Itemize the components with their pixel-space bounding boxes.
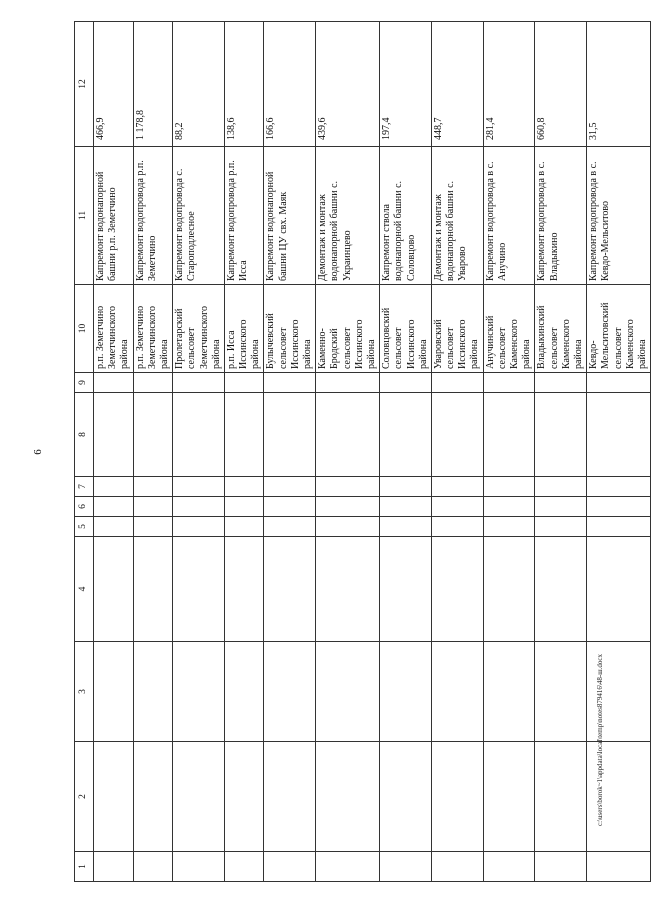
table-cell bbox=[94, 517, 134, 537]
table-cell bbox=[94, 852, 134, 882]
table-cell bbox=[133, 497, 173, 517]
table-cell: 31,5 bbox=[587, 22, 651, 147]
table-cell: Пролетарский сельсовет Земетчинского района bbox=[173, 285, 225, 373]
table-cell: Демонтаж и монтаж водонапорной башни с. Украинцево bbox=[316, 147, 380, 285]
table-cell: Капремонт водопровода в с. Анучино bbox=[483, 147, 535, 285]
table-cell bbox=[380, 393, 432, 477]
table-row bbox=[173, 22, 225, 882]
table-cell bbox=[133, 537, 173, 642]
table-cell bbox=[133, 742, 173, 852]
table-cell: 281,4 bbox=[483, 22, 535, 147]
table-cell: Каменно-Бродский сельсовет Иссинского района bbox=[316, 285, 380, 373]
table-cell: р.п. Земетчино Земетчинского района bbox=[94, 285, 134, 373]
table-cell bbox=[133, 517, 173, 537]
page-number: 6 bbox=[32, 449, 44, 455]
table-cell bbox=[431, 373, 483, 393]
table-cell bbox=[224, 517, 264, 537]
table-cell bbox=[483, 742, 535, 852]
table-cell bbox=[380, 517, 432, 537]
table-cell bbox=[587, 852, 651, 882]
table-cell bbox=[224, 497, 264, 517]
table-cell bbox=[264, 537, 316, 642]
table-cell bbox=[535, 497, 587, 517]
table-cell bbox=[483, 642, 535, 742]
table-cell bbox=[431, 517, 483, 537]
table-cell bbox=[316, 393, 380, 477]
column-header: 11 bbox=[75, 147, 94, 285]
table-cell bbox=[94, 497, 134, 517]
table-cell bbox=[380, 477, 432, 497]
table-cell bbox=[431, 537, 483, 642]
table-row bbox=[133, 22, 173, 882]
table-cell bbox=[133, 852, 173, 882]
table-cell bbox=[316, 373, 380, 393]
table-cell: Капремонт ствола водонапорной башни с. Соловцово bbox=[380, 147, 432, 285]
table-cell bbox=[264, 393, 316, 477]
table-cell bbox=[535, 742, 587, 852]
table-cell: 1 178,8 bbox=[133, 22, 173, 147]
table-cell bbox=[483, 393, 535, 477]
table-cell: Капремонт водопровода с. Староподлесное bbox=[173, 147, 225, 285]
table-cell bbox=[483, 497, 535, 517]
column-header: 9 bbox=[75, 373, 94, 393]
table-cell: Капремонт водопровода в с. Владыкино bbox=[535, 147, 587, 285]
table-cell bbox=[94, 393, 134, 477]
table-cell: Демонтаж и монтаж водонапорной башни с. Уварово bbox=[431, 147, 483, 285]
file-path-footer: c:\users\borok~1\appdata\local\temp\notes879416\48-ш.docx bbox=[596, 654, 604, 826]
table-cell bbox=[483, 852, 535, 882]
table-cell bbox=[431, 642, 483, 742]
table-cell: 197,4 bbox=[380, 22, 432, 147]
table-cell bbox=[587, 517, 651, 537]
table-cell: 88,2 bbox=[173, 22, 225, 147]
table-cell bbox=[316, 642, 380, 742]
table-cell bbox=[587, 537, 651, 642]
table-cell bbox=[224, 477, 264, 497]
table-cell bbox=[316, 517, 380, 537]
table-cell bbox=[535, 537, 587, 642]
table-cell: 660,8 bbox=[535, 22, 587, 147]
table-cell bbox=[173, 642, 225, 742]
table-cell bbox=[316, 537, 380, 642]
table-cell: Булычевский сельсовет Иссинского района bbox=[264, 285, 316, 373]
table-cell bbox=[224, 537, 264, 642]
column-header: 1 bbox=[75, 852, 94, 882]
column-header: 5 bbox=[75, 517, 94, 537]
table-cell bbox=[535, 517, 587, 537]
table-cell bbox=[535, 477, 587, 497]
table-cell bbox=[224, 373, 264, 393]
table-cell: Соловцовский сельсовет Иссинского района bbox=[380, 285, 432, 373]
table-row bbox=[535, 22, 587, 882]
table-cell bbox=[94, 742, 134, 852]
column-header: 10 bbox=[75, 285, 94, 373]
table-cell bbox=[173, 373, 225, 393]
table-cell bbox=[483, 373, 535, 393]
table-cell bbox=[535, 373, 587, 393]
table-cell bbox=[483, 477, 535, 497]
table-cell bbox=[173, 852, 225, 882]
table-cell bbox=[316, 852, 380, 882]
table-cell bbox=[380, 642, 432, 742]
table-cell: Владыкинский сельсовет Каменского района bbox=[535, 285, 587, 373]
table-cell bbox=[94, 537, 134, 642]
table-cell: р.п. Исса Иссинского района bbox=[224, 285, 264, 373]
table-cell: Капремонт водопровода в с. Кевдо-Мельситово bbox=[587, 147, 651, 285]
column-header: 12 bbox=[75, 22, 94, 147]
table-cell: 138,6 bbox=[224, 22, 264, 147]
table-cell bbox=[535, 852, 587, 882]
table-cell: Кевдо-Мельситовский сельсовет Каменского района bbox=[587, 285, 651, 373]
table-cell bbox=[173, 517, 225, 537]
table-cell bbox=[94, 642, 134, 742]
table-cell bbox=[224, 852, 264, 882]
table-cell bbox=[535, 642, 587, 742]
data-table bbox=[74, 21, 651, 882]
table-cell bbox=[316, 497, 380, 517]
table-cell bbox=[264, 517, 316, 537]
table-cell bbox=[133, 477, 173, 497]
table-cell: 448,7 bbox=[431, 22, 483, 147]
table-cell bbox=[483, 537, 535, 642]
table-row bbox=[431, 22, 483, 882]
table-cell bbox=[264, 742, 316, 852]
table-cell: Капремонт водонапорной башни р.п. Земетчино bbox=[94, 147, 134, 285]
table-row bbox=[224, 22, 264, 882]
table-cell bbox=[380, 497, 432, 517]
table-row bbox=[316, 22, 380, 882]
table-cell: 466,9 bbox=[94, 22, 134, 147]
table-cell bbox=[264, 477, 316, 497]
table-cell: 439,6 bbox=[316, 22, 380, 147]
table-cell bbox=[173, 393, 225, 477]
table-cell: Капремонт водопровода р.п. Исса bbox=[224, 147, 264, 285]
table-cell bbox=[173, 477, 225, 497]
table-cell bbox=[483, 517, 535, 537]
table-cell bbox=[535, 393, 587, 477]
table-row bbox=[264, 22, 316, 882]
table-cell bbox=[173, 537, 225, 642]
table-cell bbox=[431, 477, 483, 497]
column-header: 2 bbox=[75, 742, 94, 852]
table-cell: Уваровский сельсовет Иссинского района bbox=[431, 285, 483, 373]
table-cell bbox=[431, 497, 483, 517]
table-cell bbox=[380, 742, 432, 852]
table-cell bbox=[431, 742, 483, 852]
table-cell bbox=[380, 852, 432, 882]
table-cell: 166,6 bbox=[264, 22, 316, 147]
table-cell: Капремонт водопровода р.п. Земетчино bbox=[133, 147, 173, 285]
table-cell: р.п. Земетчино Земетчинского района bbox=[133, 285, 173, 373]
table-cell bbox=[380, 373, 432, 393]
table-cell bbox=[431, 852, 483, 882]
table-cell bbox=[133, 642, 173, 742]
table-row bbox=[483, 22, 535, 882]
table-cell bbox=[264, 373, 316, 393]
table-row bbox=[94, 22, 134, 882]
table-cell bbox=[133, 373, 173, 393]
table-cell bbox=[224, 642, 264, 742]
table-cell bbox=[264, 642, 316, 742]
table-cell bbox=[94, 373, 134, 393]
table-cell bbox=[224, 393, 264, 477]
table-cell bbox=[173, 742, 225, 852]
table-cell bbox=[133, 393, 173, 477]
table-cell bbox=[264, 497, 316, 517]
table-header-row bbox=[75, 22, 94, 882]
column-header: 7 bbox=[75, 477, 94, 497]
table-cell bbox=[94, 477, 134, 497]
table-cell: Анучинский сельсовет Каменского района bbox=[483, 285, 535, 373]
table-row bbox=[380, 22, 432, 882]
table-cell bbox=[587, 497, 651, 517]
table-cell bbox=[380, 537, 432, 642]
table-cell: Капремонт водонапорной башни ЦУ свх. Маяк bbox=[264, 147, 316, 285]
table-cell bbox=[587, 477, 651, 497]
table-cell bbox=[431, 393, 483, 477]
column-header: 4 bbox=[75, 537, 94, 642]
column-header: 8 bbox=[75, 393, 94, 477]
table-cell bbox=[587, 373, 651, 393]
table-cell bbox=[224, 742, 264, 852]
column-header: 6 bbox=[75, 497, 94, 517]
table-cell bbox=[173, 497, 225, 517]
table-cell bbox=[316, 477, 380, 497]
table-body bbox=[94, 22, 651, 882]
table-cell bbox=[316, 742, 380, 852]
table-cell bbox=[587, 393, 651, 477]
table-cell bbox=[264, 852, 316, 882]
column-header: 3 bbox=[75, 642, 94, 742]
